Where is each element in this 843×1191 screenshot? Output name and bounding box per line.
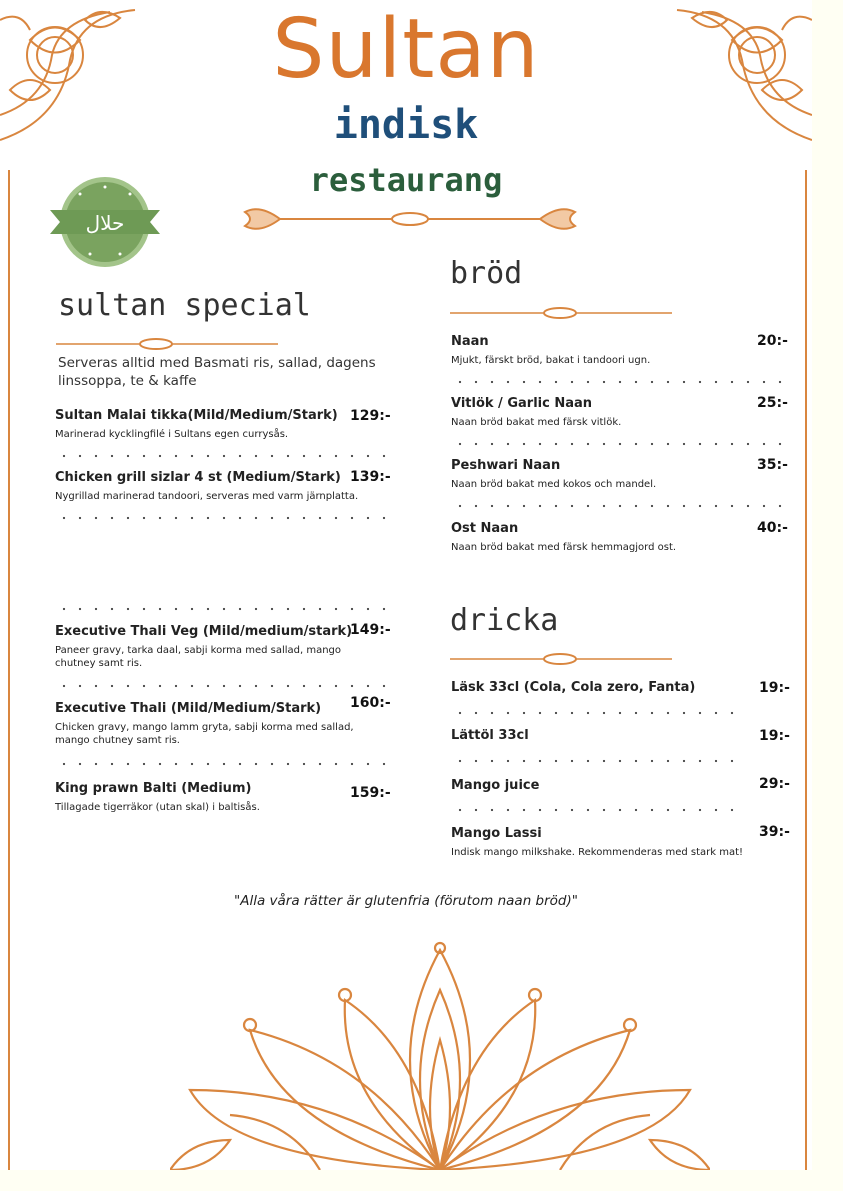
mandala-ornament-icon bbox=[170, 940, 710, 1170]
item-price: 35:- bbox=[757, 457, 788, 473]
dotted-separator bbox=[452, 808, 742, 812]
dotted-separator bbox=[452, 504, 788, 508]
right-border bbox=[805, 170, 807, 1170]
item-description: Indisk mango milkshake. Rekommenderas med stark mat! bbox=[451, 847, 744, 858]
item-description: Marinerad kycklingfilé i Sultans egen currysås. bbox=[55, 429, 289, 440]
item-name: Naan bbox=[451, 334, 489, 349]
item-name: Läsk 33cl (Cola, Cola zero, Fanta) bbox=[451, 680, 696, 695]
list-item bbox=[451, 825, 791, 859]
restaurant-tagline: restaurang bbox=[309, 161, 503, 199]
list-item bbox=[55, 780, 355, 814]
item-price: 129:- bbox=[350, 408, 391, 424]
item-price: 40:- bbox=[757, 520, 788, 536]
restaurant-subtitle: indisk bbox=[333, 102, 479, 148]
dotted-separator bbox=[56, 607, 392, 611]
halal-badge-icon bbox=[50, 172, 160, 272]
item-price: 19:- bbox=[759, 680, 790, 696]
item-name: Mango juice bbox=[451, 778, 540, 793]
item-name: Vitlök / Garlic Naan bbox=[451, 396, 593, 411]
dricka-divider-icon bbox=[450, 652, 672, 666]
item-description: Nygrillad marinerad tandoori, serveras med varm järnplatta. bbox=[55, 491, 359, 502]
header-divider-ornament-icon bbox=[240, 202, 580, 236]
list-item bbox=[451, 679, 751, 697]
item-description: Chicken gravy, mango lamm gryta, sabji korma med sallad, mango chutney samt ris. bbox=[55, 722, 354, 746]
item-price: 29:- bbox=[759, 776, 790, 792]
brod-divider-icon bbox=[450, 306, 672, 320]
dricka-title: dricka bbox=[450, 603, 559, 638]
item-description: Mjukt, färskt bröd, bakat i tandoori ugn. bbox=[451, 355, 651, 366]
sultan-special-intro: Serveras alltid med Basmati ris, sallad, dagens linssoppa, te & kaffe bbox=[58, 355, 376, 389]
list-item bbox=[55, 469, 400, 503]
list-item bbox=[451, 333, 751, 367]
item-name: Chicken grill sizlar 4 st (Medium/Stark) bbox=[55, 470, 341, 485]
list-item bbox=[451, 395, 751, 429]
item-price: 19:- bbox=[759, 728, 790, 744]
item-price: 139:- bbox=[350, 469, 391, 485]
dotted-separator bbox=[452, 759, 742, 763]
list-item bbox=[451, 457, 751, 491]
item-price: 20:- bbox=[757, 333, 788, 349]
item-description: Paneer gravy, tarka daal, sabji korma med sallad, mango chutney samt ris. bbox=[55, 645, 342, 669]
restaurant-name: Sultan bbox=[272, 2, 540, 97]
item-name: Lättöl 33cl bbox=[451, 728, 529, 743]
dotted-separator bbox=[452, 442, 788, 446]
list-item bbox=[55, 623, 355, 670]
dotted-separator bbox=[452, 380, 788, 384]
item-name: Executive Thali Veg (Mild/medium/stark) bbox=[55, 624, 353, 639]
dotted-separator bbox=[56, 516, 392, 520]
dotted-separator bbox=[56, 762, 392, 766]
list-item bbox=[451, 777, 751, 795]
item-price: 159:- bbox=[350, 785, 391, 801]
item-description: Naan bröd bakat med färsk vitlök. bbox=[451, 417, 622, 428]
list-item bbox=[55, 700, 385, 747]
item-name: Peshwari Naan bbox=[451, 458, 561, 473]
item-name: Ost Naan bbox=[451, 521, 519, 536]
item-price: 160:- bbox=[350, 695, 391, 711]
item-price: 149:- bbox=[350, 622, 391, 638]
item-price: 25:- bbox=[757, 395, 788, 411]
dotted-separator bbox=[56, 454, 392, 458]
dotted-separator bbox=[452, 711, 742, 715]
item-name: Sultan Malai tikka(Mild/Medium/Stark) bbox=[55, 408, 338, 423]
sultan-special-title: sultan special bbox=[58, 288, 311, 323]
item-name: Executive Thali (Mild/Medium/Stark) bbox=[55, 701, 322, 716]
item-description: Naan bröd bakat med färsk hemmagjord ost. bbox=[451, 542, 677, 553]
svg-text:حلال: حلال bbox=[85, 211, 125, 235]
brod-title: bröd bbox=[450, 256, 523, 291]
item-name: Mango Lassi bbox=[451, 826, 542, 841]
sultan-special-divider-icon bbox=[56, 337, 278, 351]
item-price: 39:- bbox=[759, 824, 790, 840]
dotted-separator bbox=[56, 684, 392, 688]
item-description: Tillagade tigerräkor (utan skal) i baltisås. bbox=[55, 802, 260, 813]
gluten-free-note: "Alla våra rätter är glutenfria (förutom naan bröd)" bbox=[234, 893, 578, 909]
list-item bbox=[55, 407, 395, 441]
left-border bbox=[8, 170, 10, 1170]
list-item bbox=[451, 520, 751, 554]
item-name: King prawn Balti (Medium) bbox=[55, 781, 252, 796]
item-description: Naan bröd bakat med kokos och mandel. bbox=[451, 479, 657, 490]
list-item bbox=[451, 727, 751, 745]
